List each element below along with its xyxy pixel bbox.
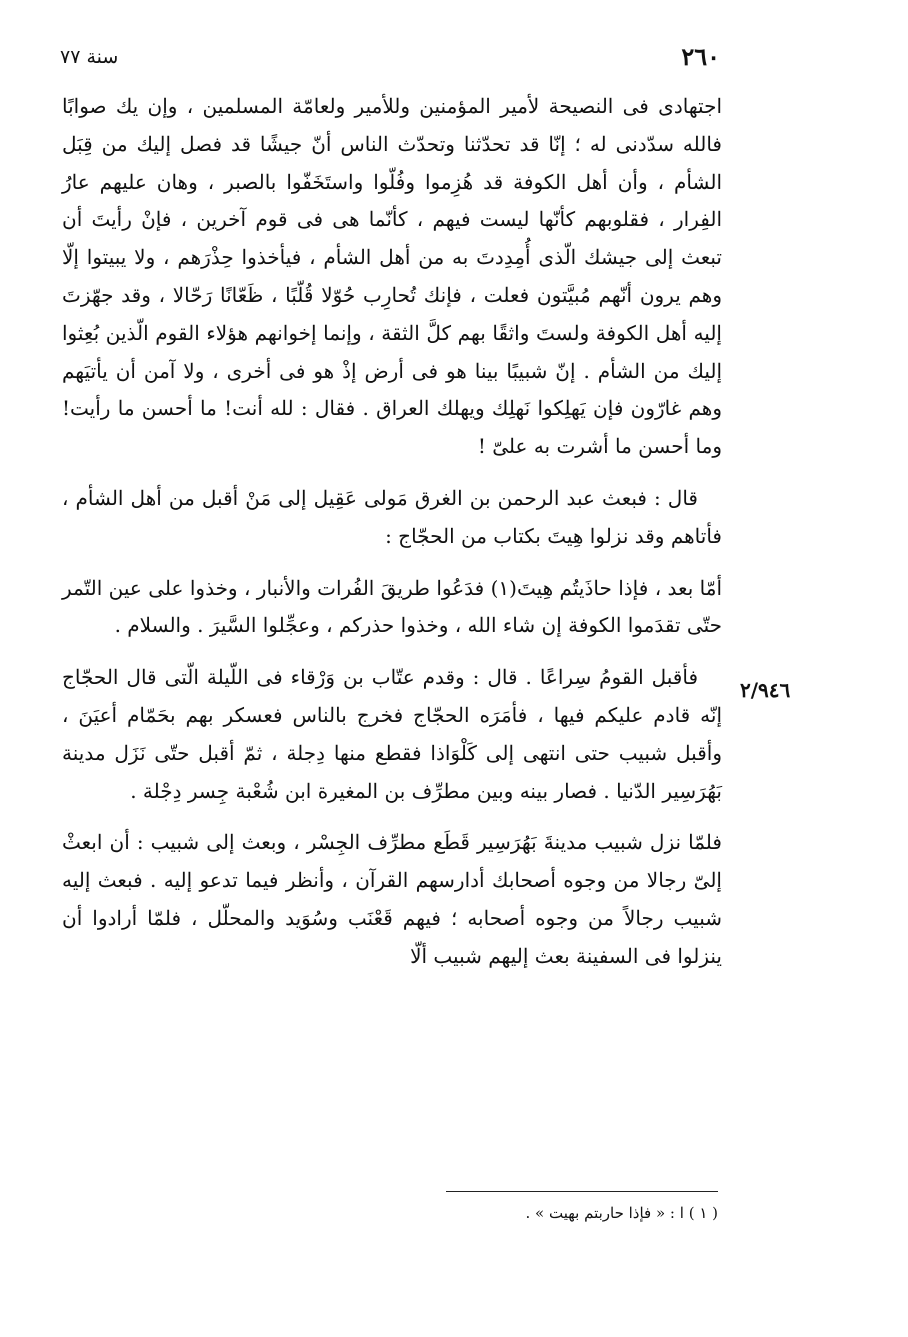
footnote: ( ١ ) ا : « فإذا حاربتم بهيت » . [525,1204,718,1222]
margin-reference: ٢/٩٤٦ [740,678,791,702]
page-number: ٢٦٠ [681,42,720,71]
main-text [62,88,722,976]
running-head-year: سنة ٧٧ [60,46,119,68]
paragraph-3-letter: أمّا بعد ، فإذا حاذَيتُم هِيتَ(١) فدَعُوا طريقَ الفُرات والأنبار ، وخذوا على عين التّمر حتّى تقدَموا الكوفة إن شاء الله ، وخذوا حذركم ، وعجِّلوا السَّيرَ . والسلام . [62,575,723,638]
paragraph-4: فأقبل القومُ سِراعًا . قال : وقدم عتّاب بن وَرْقاء فى اللّيلة الّتى قال الحجّاج إنّه قادم عليكم فيها ، فأمَرَه الحجّاج فخرج بالناس فعسكر بهم بحَمّام أعيَنَ ، وأقبل شبيب حتى انتهى إلى كَلْوَاذا فقطع منها دِجلة ، ثمّ أقبل حتّى نَزَل مدينة بَهُرَسِير الدّنيا . فصار بينه وبين مطرِّف بن المغيرة ابن شُعْبة جِسر دِجْلة . [62,665,722,803]
paragraph-5: فلمّا نزل شبيب مدينةَ بَهُرَسِير قَطَع مطرِّف الجِسْر ، وبعث إلى شبيب : أن ابعثْ إلىّ رجالا من وجوه أصحابك أدارسهم القرآن ، وأنظر فيما تدعو إليه . فبعث إليه شبيب رجالاً من وجوه أصحابه ؛ فيهم قَعْنَب وسُوَيد والمحلّل ، فلمّا أرادوا أن ينزلوا فى السفينة بعث إليهم شبيب ألّا [62,830,722,968]
paragraph-1: اجتهادى فى النصيحة لأمير المؤمنين وللأمير ولعامّة المسلمين ، وإن يك صوابًا فالله سدّدنى له ؛ إنّا قد تحدّثنا وتحدّث الناس أنّ جيشًا قد فصل إليك من قِبَل الشأم ، وأن أهل الكوفة قد هُزِموا وفُلّوا واستَخَفّوا بالصبر ، وهان عليهم عارُ الفِرار ، فقلوبهم كأنّها ليست فيهم ، كأنّما هى فى قوم آخرين ، فإنْ رأيتَ أن تبعث إلى جيشك الّذى أُمِدِدتَ به من أهل الشأم ، فيأخذوا حِذْرَهم ، ولا يبيتوا إلّا وهم يرون أنّهم مُبيَّتون فعلت ، فإنك تُحارِب حُوّلا قُلّبًا ، ظَعّانًا رَحّالا ، وقد جهّزتَ إليه أهل الكوفة ولستَ واثقًا بهم كلَّ الثقة ، وإنما إخوانهم هؤلاء القوم الّذين بُعِثوا إليك من الشأم . إنّ شبيبًا بينا هو فى أرض إذْ هو فى أخرى ، ولا آمن أن يأتيَهم وهم غارّون فإن يَهلِكوا نَهلِك ويهلك العراق . فقال : لله أنت! ما أحسن ما رأيت! وما أحسن ما أشرت به علىّ ! [62,94,722,459]
page-header [60,42,720,76]
paragraph-2: قال : فبعث عبد الرحمن بن الغرق مَولى عَقِيل إلى مَنْ أقبل من أهل الشأم ، فأتاهم وقد نزلوا هِيتَ بكتاب من الحجّاج : [62,485,722,548]
footnote-divider [446,1191,718,1192]
